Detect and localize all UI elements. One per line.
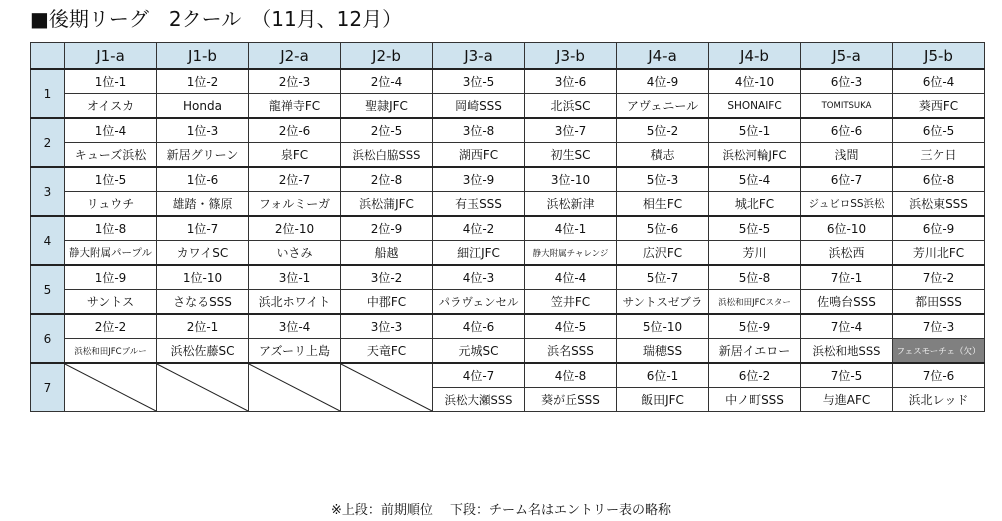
team-name: 浜松新津 [525,192,617,217]
row-number: 7 [31,363,65,412]
previous-rank: 4位-8 [525,363,617,388]
team-name: 浜松河輪JFC [709,143,801,168]
previous-rank: 4位-5 [525,314,617,339]
team-name: 積志 [617,143,709,168]
team-name: 浜松西 [801,241,893,266]
previous-rank: 4位-10 [709,69,801,94]
previous-rank: 3位-1 [249,265,341,290]
team-name: 浜松大瀬SSS [433,388,525,412]
team-name: キューズ浜松 [65,143,157,168]
previous-rank: 2位-7 [249,167,341,192]
corner-cell [31,43,65,70]
page-title: ■後期リーグ 2クール （11月、12月） [30,7,403,31]
team-row [31,339,985,364]
column-header: J2-a [249,43,341,70]
team-name: 新居イエロー [709,339,801,364]
team-name: 笠井FC [525,290,617,315]
empty-slot [249,363,341,412]
previous-rank: 5位-7 [617,265,709,290]
previous-rank: 5位-3 [617,167,709,192]
previous-rank: 2位-6 [249,118,341,143]
team-row [31,290,985,315]
column-header: J1-b [157,43,249,70]
team-name: 泉FC [249,143,341,168]
column-header: J4-b [709,43,801,70]
previous-rank: 3位-8 [433,118,525,143]
rank-row [31,314,985,339]
column-header: J2-b [341,43,433,70]
previous-rank: 4位-6 [433,314,525,339]
team-name: 城北FC [709,192,801,217]
team-name: アヴェニール [617,94,709,119]
column-header: J5-b [893,43,985,70]
team-name: 三ケ日 [893,143,985,168]
previous-rank: 7位-5 [801,363,893,388]
team-name: 岡崎SSS [433,94,525,119]
team-name: 浜北レッド [893,388,985,412]
team-name: 浜松佐藤SC [157,339,249,364]
team-name: 瑞穂SS [617,339,709,364]
previous-rank: 7位-1 [801,265,893,290]
previous-rank: 4位-3 [433,265,525,290]
team-name: 静大附属パープル [65,241,157,266]
previous-rank: 6位-5 [893,118,985,143]
previous-rank: 1位-10 [157,265,249,290]
previous-rank: 1位-1 [65,69,157,94]
previous-rank: 5位-5 [709,216,801,241]
previous-rank: 3位-3 [341,314,433,339]
previous-rank: 2位-10 [249,216,341,241]
team-name: パラヴェンセル [433,290,525,315]
team-name: 有玉SSS [433,192,525,217]
diagonal-line [157,364,248,411]
previous-rank: 1位-6 [157,167,249,192]
previous-rank: 4位-9 [617,69,709,94]
previous-rank: 3位-6 [525,69,617,94]
previous-rank: 4位-4 [525,265,617,290]
previous-rank: 5位-2 [617,118,709,143]
row-number: 1 [31,69,65,118]
row-number: 2 [31,118,65,167]
team-name: 与進AFC [801,388,893,412]
previous-rank: 3位-9 [433,167,525,192]
team-name: Honda [157,94,249,119]
team-name: オイスカ [65,94,157,119]
diagonal-line [65,364,156,411]
team-name: 北浜SC [525,94,617,119]
previous-rank: 5位-4 [709,167,801,192]
team-name: 浜名SSS [525,339,617,364]
row-number: 5 [31,265,65,314]
previous-rank: 1位-7 [157,216,249,241]
team-name: 船越 [341,241,433,266]
previous-rank: 2位-2 [65,314,157,339]
previous-rank: 2位-1 [157,314,249,339]
empty-slot [65,363,157,412]
previous-rank: 6位-2 [709,363,801,388]
team-name: 新居グリーン [157,143,249,168]
team-name: 天竜FC [341,339,433,364]
previous-rank: 3位-10 [525,167,617,192]
team-name: 浜北ホワイト [249,290,341,315]
header-row [31,43,985,70]
previous-rank: 4位-2 [433,216,525,241]
team-name: 聖隷JFC [341,94,433,119]
column-header: J5-a [801,43,893,70]
team-name: 浜松和田JFCスター [709,290,801,315]
rank-row [31,216,985,241]
team-name: 葵西FC [893,94,985,119]
team-name: ジュビロSS浜松 [801,192,893,217]
team-name: 浜松東SSS [893,192,985,217]
rank-row [31,363,985,388]
team-name: 広沢FC [617,241,709,266]
previous-rank: 7位-6 [893,363,985,388]
previous-rank: 6位-4 [893,69,985,94]
rank-row [31,69,985,94]
team-row [31,143,985,168]
previous-rank: 2位-8 [341,167,433,192]
team-name: 浜松和地SSS [801,339,893,364]
team-name: リュウチ [65,192,157,217]
team-name: フェスモーチェ（欠） [893,339,985,364]
previous-rank: 5位-9 [709,314,801,339]
rank-row [31,167,985,192]
team-name: アズーリ上島 [249,339,341,364]
team-name: 葵が丘SSS [525,388,617,412]
team-row [31,192,985,217]
previous-rank: 2位-3 [249,69,341,94]
team-name: 相生FC [617,192,709,217]
team-row [31,94,985,119]
team-name: 細江JFC [433,241,525,266]
team-name: 芳川 [709,241,801,266]
team-name: フォルミーガ [249,192,341,217]
team-name: 都田SSS [893,290,985,315]
team-name: カワイSC [157,241,249,266]
previous-rank: 4位-7 [433,363,525,388]
previous-rank: 1位-8 [65,216,157,241]
previous-rank: 3位-7 [525,118,617,143]
previous-rank: 1位-3 [157,118,249,143]
previous-rank: 5位-1 [709,118,801,143]
previous-rank: 2位-4 [341,69,433,94]
team-name: 中郡FC [341,290,433,315]
diagonal-line [249,364,340,411]
team-name: 飯田JFC [617,388,709,412]
previous-rank: 1位-2 [157,69,249,94]
team-name: さなるSSS [157,290,249,315]
previous-rank: 6位-7 [801,167,893,192]
previous-rank: 2位-5 [341,118,433,143]
team-name: 芳川北FC [893,241,985,266]
previous-rank: 6位-9 [893,216,985,241]
previous-rank: 3位-2 [341,265,433,290]
team-name: 静大附属チャレンジ [525,241,617,266]
previous-rank: 3位-4 [249,314,341,339]
team-name: 龍禅寺FC [249,94,341,119]
previous-rank: 6位-3 [801,69,893,94]
team-name: 雄踏・篠原 [157,192,249,217]
team-name: 浜松和田JFCブルー [65,339,157,364]
team-name: SHONAIFC [709,94,801,119]
column-header: J1-a [65,43,157,70]
league-table [30,42,985,412]
team-name: 初生SC [525,143,617,168]
rank-row [31,265,985,290]
team-name: TOMITSUKA [801,94,893,119]
footnote: ※上段：前期順位 下段：チーム名はエントリー表の略称 [330,503,672,518]
previous-rank: 1位-5 [65,167,157,192]
previous-rank: 6位-6 [801,118,893,143]
previous-rank: 5位-10 [617,314,709,339]
previous-rank: 6位-10 [801,216,893,241]
team-name: 元城SC [433,339,525,364]
previous-rank: 6位-1 [617,363,709,388]
row-number: 4 [31,216,65,265]
previous-rank: 5位-6 [617,216,709,241]
previous-rank: 1位-4 [65,118,157,143]
previous-rank: 7位-4 [801,314,893,339]
team-name: 中ノ町SSS [709,388,801,412]
team-name: サントスゼブラ [617,290,709,315]
row-number: 3 [31,167,65,216]
team-name: いさみ [249,241,341,266]
previous-rank: 2位-9 [341,216,433,241]
previous-rank: 1位-9 [65,265,157,290]
team-name: 湖西FC [433,143,525,168]
team-name: 浅間 [801,143,893,168]
column-header: J3-b [525,43,617,70]
column-header: J4-a [617,43,709,70]
row-number: 6 [31,314,65,363]
team-row [31,241,985,266]
rank-row [31,118,985,143]
empty-slot [341,363,433,412]
column-header: J3-a [433,43,525,70]
previous-rank: 7位-3 [893,314,985,339]
previous-rank: 6位-8 [893,167,985,192]
team-name: 佐鳴台SSS [801,290,893,315]
team-name: 浜松白脇SSS [341,143,433,168]
diagonal-line [341,364,432,411]
empty-slot [157,363,249,412]
team-name: 浜松蒲JFC [341,192,433,217]
previous-rank: 5位-8 [709,265,801,290]
previous-rank: 7位-2 [893,265,985,290]
previous-rank: 4位-1 [525,216,617,241]
previous-rank: 3位-5 [433,69,525,94]
team-name: サントス [65,290,157,315]
